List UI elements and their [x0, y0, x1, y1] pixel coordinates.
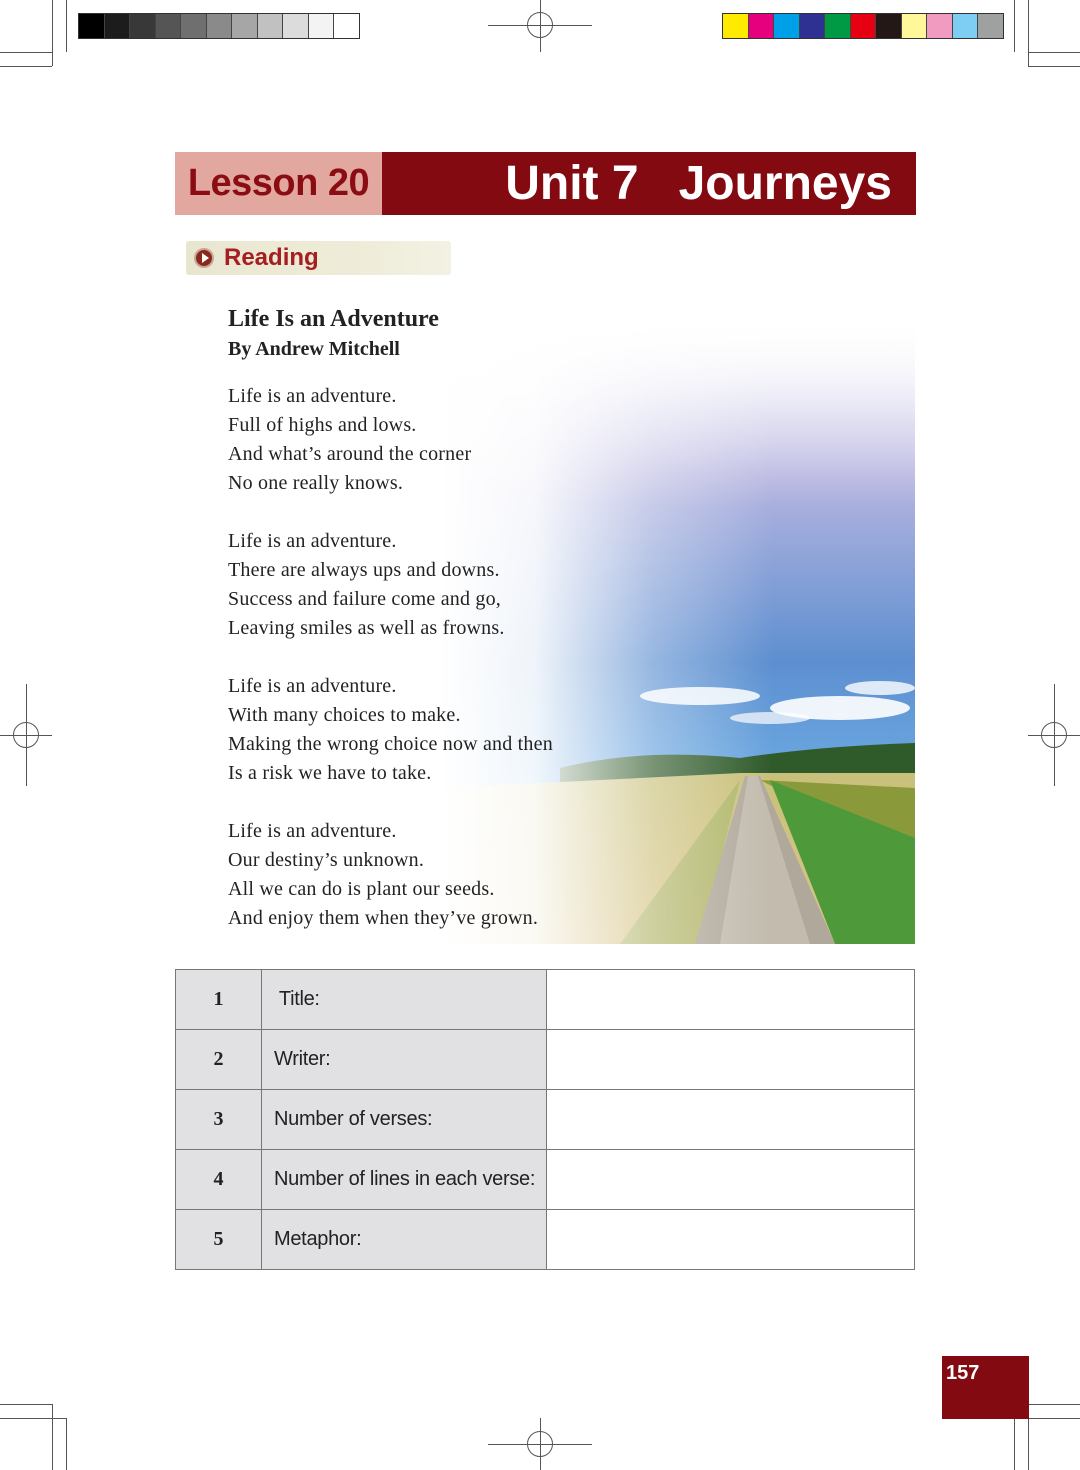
table-row: [176, 970, 915, 1030]
section-label: Reading: [224, 244, 319, 271]
poem-line: No one really knows.: [228, 472, 404, 494]
poem-line: Success and failure come and go,: [228, 588, 501, 610]
row-number: 1: [176, 970, 262, 1030]
reading-section-tab: [186, 241, 451, 275]
grayscale-swatch: [105, 14, 131, 38]
poem: [228, 304, 648, 962]
row-label: Number of lines in each verse:: [262, 1150, 547, 1210]
page-number: 157: [946, 1362, 980, 1384]
grayscale-calibration-bar: [78, 13, 360, 39]
poem-line: Full of highs and lows.: [228, 414, 417, 436]
grayscale-swatch: [156, 14, 182, 38]
poem-line: Life is an adventure.: [228, 675, 397, 697]
grayscale-swatch: [232, 14, 258, 38]
grayscale-swatch: [207, 14, 233, 38]
color-swatch: [876, 14, 902, 38]
color-swatch: [978, 14, 1003, 38]
table-row: [176, 1030, 915, 1090]
row-label: Number of verses:: [262, 1090, 547, 1150]
poem-line: And enjoy them when they’ve grown.: [228, 907, 539, 929]
poem-line: Our destiny’s unknown.: [228, 849, 425, 871]
grayscale-swatch: [181, 14, 207, 38]
play-icon: [194, 248, 214, 268]
color-calibration-bar: [722, 13, 1004, 39]
color-swatch: [749, 14, 775, 38]
table-row: [176, 1210, 915, 1270]
row-number: 2: [176, 1030, 262, 1090]
grayscale-swatch: [130, 14, 156, 38]
grayscale-swatch: [258, 14, 284, 38]
poem-line: Is a risk we have to take.: [228, 762, 432, 784]
poem-title: Life Is an Adventure: [228, 306, 439, 332]
answer-cell-lines[interactable]: [547, 1150, 915, 1210]
color-swatch: [927, 14, 953, 38]
poem-line: Life is an adventure.: [228, 530, 397, 552]
answer-cell-verses[interactable]: [547, 1090, 915, 1150]
row-label: Metaphor:: [262, 1210, 547, 1270]
poem-verse: [228, 382, 648, 498]
poem-line: And what’s around the corner: [228, 443, 472, 465]
color-swatch: [953, 14, 979, 38]
poem-line: Life is an adventure.: [228, 820, 397, 842]
table-row: [176, 1150, 915, 1210]
row-number: 5: [176, 1210, 262, 1270]
lesson-label: Lesson 20: [187, 162, 370, 204]
poem-line: Life is an adventure.: [228, 385, 397, 407]
answer-cell-metaphor[interactable]: [547, 1210, 915, 1270]
color-swatch: [774, 14, 800, 38]
unit-title-box: [382, 152, 916, 215]
grayscale-swatch: [283, 14, 309, 38]
color-swatch: [723, 14, 749, 38]
poem-verse: [228, 527, 648, 643]
row-number: 3: [176, 1090, 262, 1150]
poem-author: By Andrew Mitchell: [228, 338, 400, 360]
unit-title: Unit 7 Journeys: [505, 157, 892, 210]
page-number-box: [942, 1356, 1029, 1419]
poem-line: All we can do is plant our seeds.: [228, 878, 495, 900]
poem-line: With many choices to make.: [228, 704, 461, 726]
row-label: Title:: [262, 970, 547, 1030]
row-label: Writer:: [262, 1030, 547, 1090]
grayscale-swatch: [334, 14, 359, 38]
row-number: 4: [176, 1150, 262, 1210]
answer-cell-writer[interactable]: [547, 1030, 915, 1090]
poem-verse: [228, 817, 648, 933]
color-swatch: [902, 14, 928, 38]
poem-analysis-table: [175, 969, 915, 1270]
poem-verse: [228, 672, 648, 788]
answer-cell-title[interactable]: [547, 970, 915, 1030]
lesson-label-box: [175, 152, 382, 215]
color-swatch: [800, 14, 826, 38]
poem-line: There are always ups and downs.: [228, 559, 500, 581]
poem-line: Leaving smiles as well as frowns.: [228, 617, 505, 639]
poem-line: Making the wrong choice now and then: [228, 733, 553, 755]
grayscale-swatch: [79, 14, 105, 38]
grayscale-swatch: [309, 14, 335, 38]
table-row: [176, 1090, 915, 1150]
color-swatch: [851, 14, 877, 38]
color-swatch: [825, 14, 851, 38]
